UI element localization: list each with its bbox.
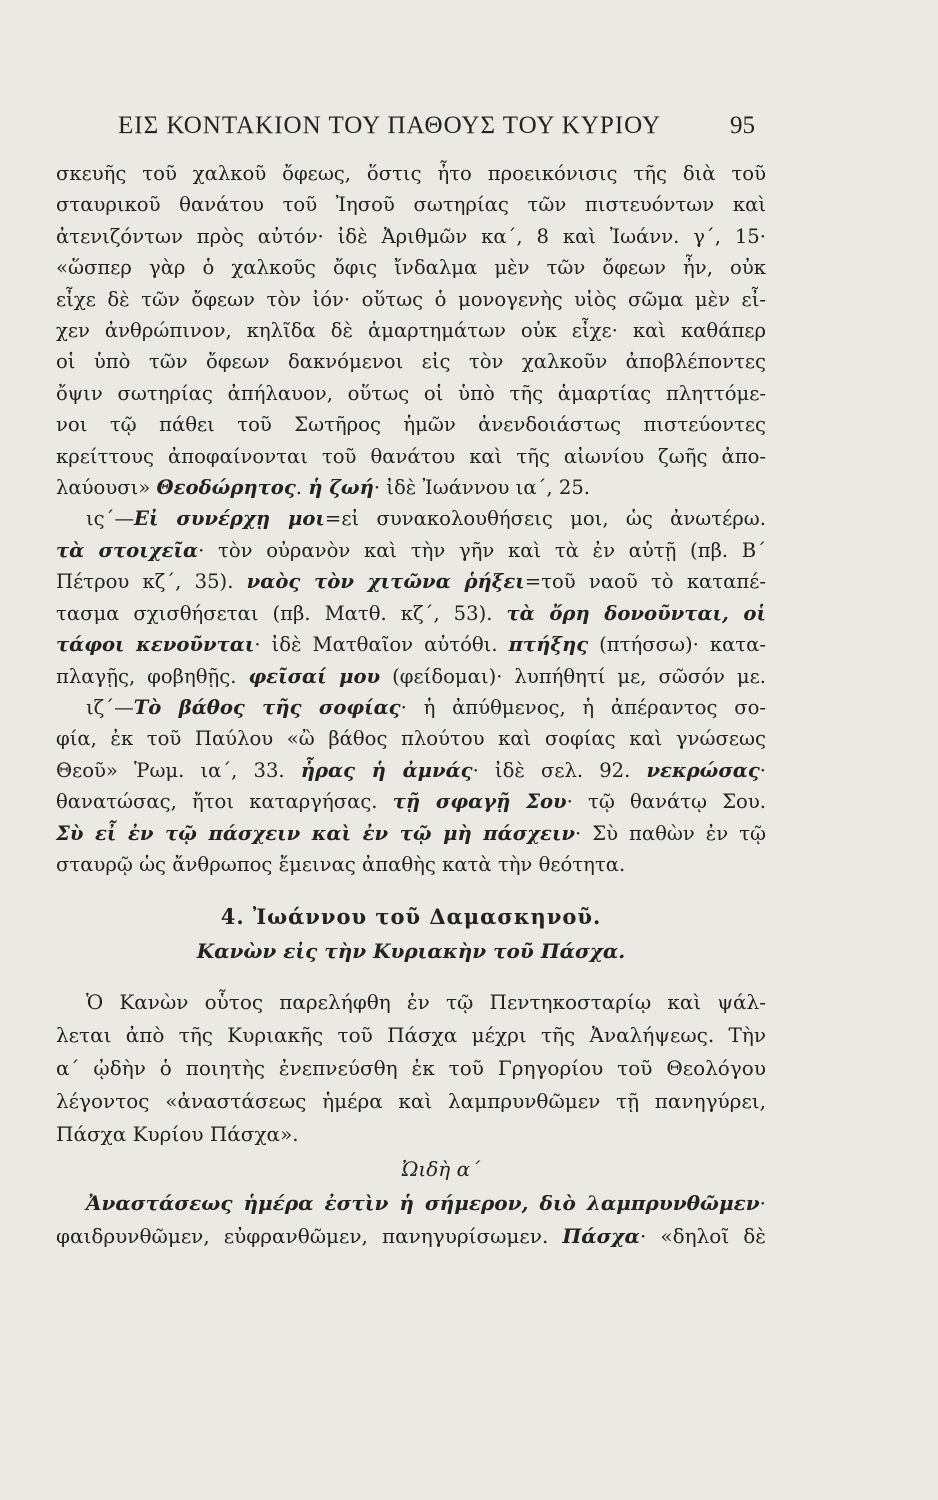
intro-paragraph — [56, 986, 766, 1151]
text-line: οἱ ὑπὸ τῶν ὄφεων δακνόμενοι εἰς τὸν χαλκοῦν ἀποβλέποντες — [56, 350, 766, 374]
text-line: Πέτρου κζ΄, 35). ναὸς τὸν χιτῶνα ῥήξει=τοῦ ναοῦ τὸ καταπέ- — [56, 570, 767, 594]
text-line: σκευῆς τοῦ χαλκοῦ ὄφεως, ὅστις ἦτο προεικόνισις τῆς διὰ τοῦ — [56, 162, 766, 185]
page-body — [56, 158, 766, 1253]
text-line: πλαγῇς, φοβηθῇς. φεῖσαί μου (φείδομαι)· λυπήθητί με, σῶσόν με. — [56, 664, 766, 688]
text-line: Σὺ εἶ ἐν τῷ πάσχειν καὶ ἐν τῷ μὴ πάσχειν· Σὺ παθὼν ἐν τῷ — [56, 821, 766, 845]
text-line: φαιδρυνθῶμεν, εὐφρανθῶμεν, πανηγυρίσωμεν. Πάσχα· «δηλοῖ δὲ — [56, 1224, 766, 1249]
text-line: λέγοντος «ἀναστάσεως ἡμέρα καὶ λαμπρυνθῶμεν τῇ πανηγύρει, — [56, 1089, 766, 1114]
commentary-notes — [56, 158, 766, 880]
text-line: ις΄—Εἰ συνέρχῃ μοι=εἰ συνακολουθήσεις μοι, ὡς ἀνωτέρω. — [86, 507, 766, 531]
text-line: α΄ ᾠδὴν ὁ ποιητὴς ἐνεπνεύσθη ἐκ τοῦ Γρηγορίου τοῦ Θεολόγου — [56, 1056, 766, 1081]
running-title: ΕΙΣ ΚΟΝΤΑΚΙΟΝ ΤΟΥ ΠΑΘΟΥΣ ΤΟΥ ΚΥΡΙΟΥ — [118, 112, 662, 139]
text-line: ιζ΄—Τὸ βάθος τῆς σοφίας· ἡ ἀπύθμενος, ἡ ἀπέραντος σο- — [86, 695, 766, 719]
text-line: λεται ἀπὸ τῆς Κυριακῆς τοῦ Πάσχα μέχρι τῆς Ἀναλήψεως. Τὴν — [56, 1023, 766, 1048]
text-line: σταυρῷ ὡς ἄνθρωπος ἔμεινας ἀπαθὴς κατὰ τὴν θεότητα. — [56, 852, 626, 876]
text-line: φία, ἐκ τοῦ Παύλου «ὢ βάθος πλούτου καὶ σοφίας καὶ γνώσεως — [56, 727, 766, 751]
page-number: 95 — [730, 112, 755, 139]
section-subheading: Κανὼν εἰς τὴν Κυριακὴν τοῦ Πάσχα. — [196, 939, 626, 964]
text-line: Πάσχα Κυρίου Πάσχα». — [56, 1122, 299, 1147]
text-line: εἶχε δὲ τῶν ὄφεων τὸν ἰόν· οὕτως ὁ μονογενὴς υἱὸς σῶμα μὲν εἶ- — [56, 287, 766, 311]
text-line: Ὁ Κανὼν οὗτος παρελήφθη ἐν τῷ Πεντηκοσταρίῳ καὶ ψάλ- — [86, 990, 766, 1015]
text-line: θανατώσας, ἤτοι καταργήσας. τῇ σφαγῇ Σου· τῷ θανάτῳ Σου. — [56, 790, 766, 814]
ode-title: Ὠιδὴ α΄ — [401, 1157, 481, 1182]
text-line: τασμα σχισθήσεται (πβ. Ματθ. κζ΄, 53). τὰ ὄρη δονοῦνται, οἱ — [56, 601, 766, 625]
text-line: «ὥσπερ γὰρ ὁ χαλκοῦς ὄφις ἴνδαλμα μὲν τῶν ὄφεων ἦν, οὐκ — [56, 256, 766, 280]
text-line: τάφοι κενοῦνται· ἰδὲ Ματθαῖον αὐτόθι. πτήξης (πτήσσω)· κατα- — [56, 633, 766, 657]
text-line: Ἀναστάσεως ἡμέρα ἐστὶν ἡ σήμερον, διὸ λαμπρυνθῶμεν· — [86, 1191, 766, 1216]
text-line: τὰ στοιχεῖα· τὸν οὐρανὸν καὶ τὴν γῆν καὶ τὰ ἐν αὐτῇ (πβ. Β΄ — [56, 538, 767, 562]
text-line: λαύουσι» Θεοδώρητος. ἡ ζωή· ἰδὲ Ἰωάννου ια΄, 25. — [56, 476, 591, 500]
ode-paragraph — [56, 1187, 766, 1253]
text-line: κρείττους ἀποφαίνονται τοῦ θανάτου καὶ τῆς αἰωνίου ζωῆς ἀπο- — [56, 444, 766, 468]
text-line: νοι τῷ πάθει τοῦ Σωτῆρος ἡμῶν ἀνενδοιάστως πιστεύοντες — [56, 413, 766, 437]
page-header — [0, 112, 938, 148]
text-line: ὄψιν σωτηρίας ἀπήλαυον, οὕτως οἱ ὑπὸ τῆς ἁμαρτίας πληττόμε- — [56, 381, 766, 405]
section-heading: 4. Ἰωάννου τοῦ Δαμασκηνοῦ. — [220, 904, 602, 930]
text-line: σταυρικοῦ θανάτου τοῦ Ἰησοῦ σωτηρίας τῶν πιστευόντων καὶ — [56, 193, 766, 217]
text-line: ἀτενιζόντων πρὸς αὐτόν· ἰδὲ Ἀριθμῶν κα΄, 8 καὶ Ἰωάνν. γ΄, 15· — [56, 224, 766, 248]
text-line: χεν ἀνθρώπινον, κηλῖδα δὲ ἁμαρτημάτων οὐκ εἶχε· καὶ καθάπερ — [56, 319, 766, 343]
text-line: Θεοῦ» Ῥωμ. ια΄, 33. ἦρας ἡ ἀμνάς· ἰδὲ σελ. 92. νεκρώσας· — [56, 758, 767, 782]
